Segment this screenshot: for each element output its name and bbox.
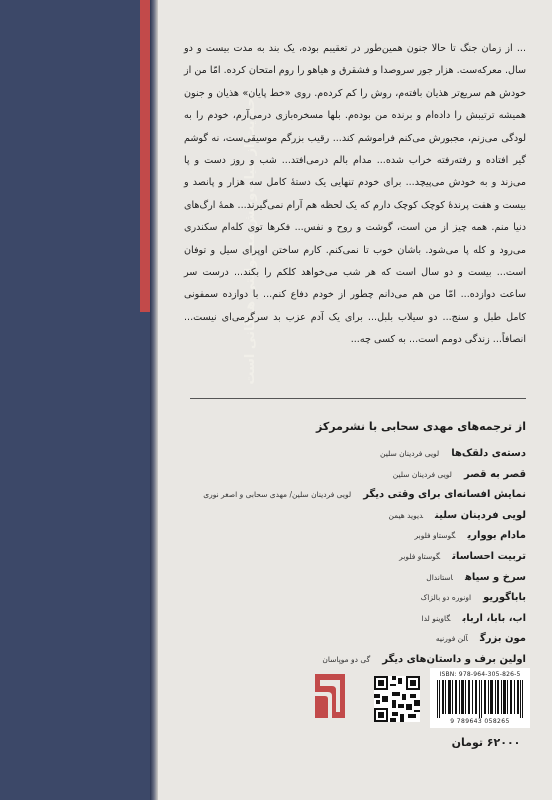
section-divider bbox=[190, 398, 526, 399]
list-item bbox=[216, 606, 526, 627]
spine-slogan: حمایت از حیات‌وحش مسئولیتی همگانی است bbox=[243, 97, 258, 385]
excerpt-text: ... از زمان جنگ تا حالا جنون همین‌طور در تعقیبم بوده، یک بند به مدت بیست و دو سال. معرکه‌ست. هزار جور سروصدا و فشقرق و هیاهو را روم امتحان کرده. امّا من از خودش هم سریع‌تر هذیان بافته‌م، روش را کم کرده‌م. روی «خط پایان» هذیان و جنون همیشه ترتیبش را داده‌ام و برنده من بوده‌م. بلها مسخره‌بازی درمی‌آرم، خودم را به لودگی می‌زنم، مجبورش می‌کنم فراموشم کند... رقیب بزرگم موسیقی‌ست، نه گوشم گیر افتاده و رفته‌رفته خراب شده... مدام بالم درمی‌افتد... شب و روز دست و پا می‌زند و به خودش می‌پیچد... برای خودم تنهایی یک دستهٔ کامل سه هزار و پانصد و بیست و هفت پرندهٔ کوچک کوچک دارم که یک لحظه هم آرام نمی‌گیرند... همهٔ ارگ‌های دنیا منم. همه چیز از من است، گوشت و روح و نفس... فکرها توی کله‌ام سکندری می‌رود و کله پا می‌شود. باشان خوب تا نمی‌کنم. کارم ساختن اوپرای سیل و توفان است... بیست و دو سال است که هر شب می‌خواهد کلکم را بکند... درست سر ساعت دوازده... امّا من هم می‌دانم چطور از خودم دفاع کنم... با دوازده سمفونی کامل طبل و سنج... دو سیلاب بلبل... برای یک آدم عزب بد سرگرمی‌ای نیست... انصافاً... زندگی دومم است... به کسی چه... bbox=[184, 43, 526, 346]
list-item bbox=[216, 441, 526, 462]
list-item bbox=[216, 626, 526, 647]
book-author: اونوره دو بالزاک bbox=[420, 593, 472, 603]
book-title: دسته‌ی دلقک‌ها bbox=[451, 448, 526, 459]
book-title: اولین برف و داستان‌های دیگر bbox=[382, 653, 526, 665]
publisher-logo-icon bbox=[312, 672, 348, 720]
list-item bbox=[216, 585, 526, 606]
book-title: مون بزرگ bbox=[479, 633, 526, 645]
book-author: گوستاو فلوبر bbox=[399, 551, 441, 561]
list-item bbox=[216, 647, 526, 668]
book-title: نمایش افسانه‌ای برای وقتی دیگر bbox=[363, 489, 526, 501]
list-item bbox=[216, 523, 526, 544]
book-author: گوستاو فلوبر bbox=[414, 531, 456, 541]
book-title: قصر به قصر bbox=[463, 468, 526, 480]
book-title: تربیت احساسات bbox=[452, 550, 526, 562]
barcode-icon bbox=[435, 680, 525, 718]
book-title: مادام بوواری bbox=[467, 530, 526, 542]
isbn-text: ISBN: 978-964-305-826-5 bbox=[439, 671, 521, 678]
book-author: لویی فردینان سلین/ مهدی سحابی و اصغر نوری bbox=[203, 490, 352, 500]
book-author: گاوینو لدا bbox=[421, 613, 451, 623]
book-spine bbox=[0, 0, 154, 800]
book-author: آلن فورنیه bbox=[435, 634, 468, 644]
list-item bbox=[216, 544, 526, 565]
book-author: استاندال bbox=[426, 572, 453, 582]
spine-fold-shadow bbox=[150, 0, 158, 800]
book-title: لویی فردینان سلین bbox=[435, 509, 526, 521]
translations-list bbox=[203, 441, 526, 668]
list-item bbox=[216, 462, 526, 483]
barcode-digits: 9 789643 058265 bbox=[450, 718, 510, 725]
book-title: باباگوریو bbox=[483, 592, 526, 604]
list-item bbox=[216, 503, 526, 524]
book-author: لویی فردینان سلین bbox=[380, 449, 440, 458]
list-item bbox=[216, 565, 526, 586]
book-author: لویی فردینان سلین bbox=[392, 469, 452, 479]
list-item bbox=[203, 482, 526, 503]
book-title: سرخ و سیاه bbox=[464, 571, 526, 583]
price-label: ۶۲۰۰۰ تومان bbox=[451, 736, 521, 749]
barcode-area bbox=[430, 668, 530, 728]
qr-code-icon bbox=[374, 676, 420, 722]
book-author: دیوید هیمن bbox=[388, 510, 424, 520]
book-author: گی دو موپاسان bbox=[322, 654, 371, 664]
translations-list-title: از ترجمه‌های مهدی سحابی با نشرمرکز bbox=[316, 420, 526, 433]
book-title: اب، بابا، ارباب bbox=[462, 612, 526, 624]
